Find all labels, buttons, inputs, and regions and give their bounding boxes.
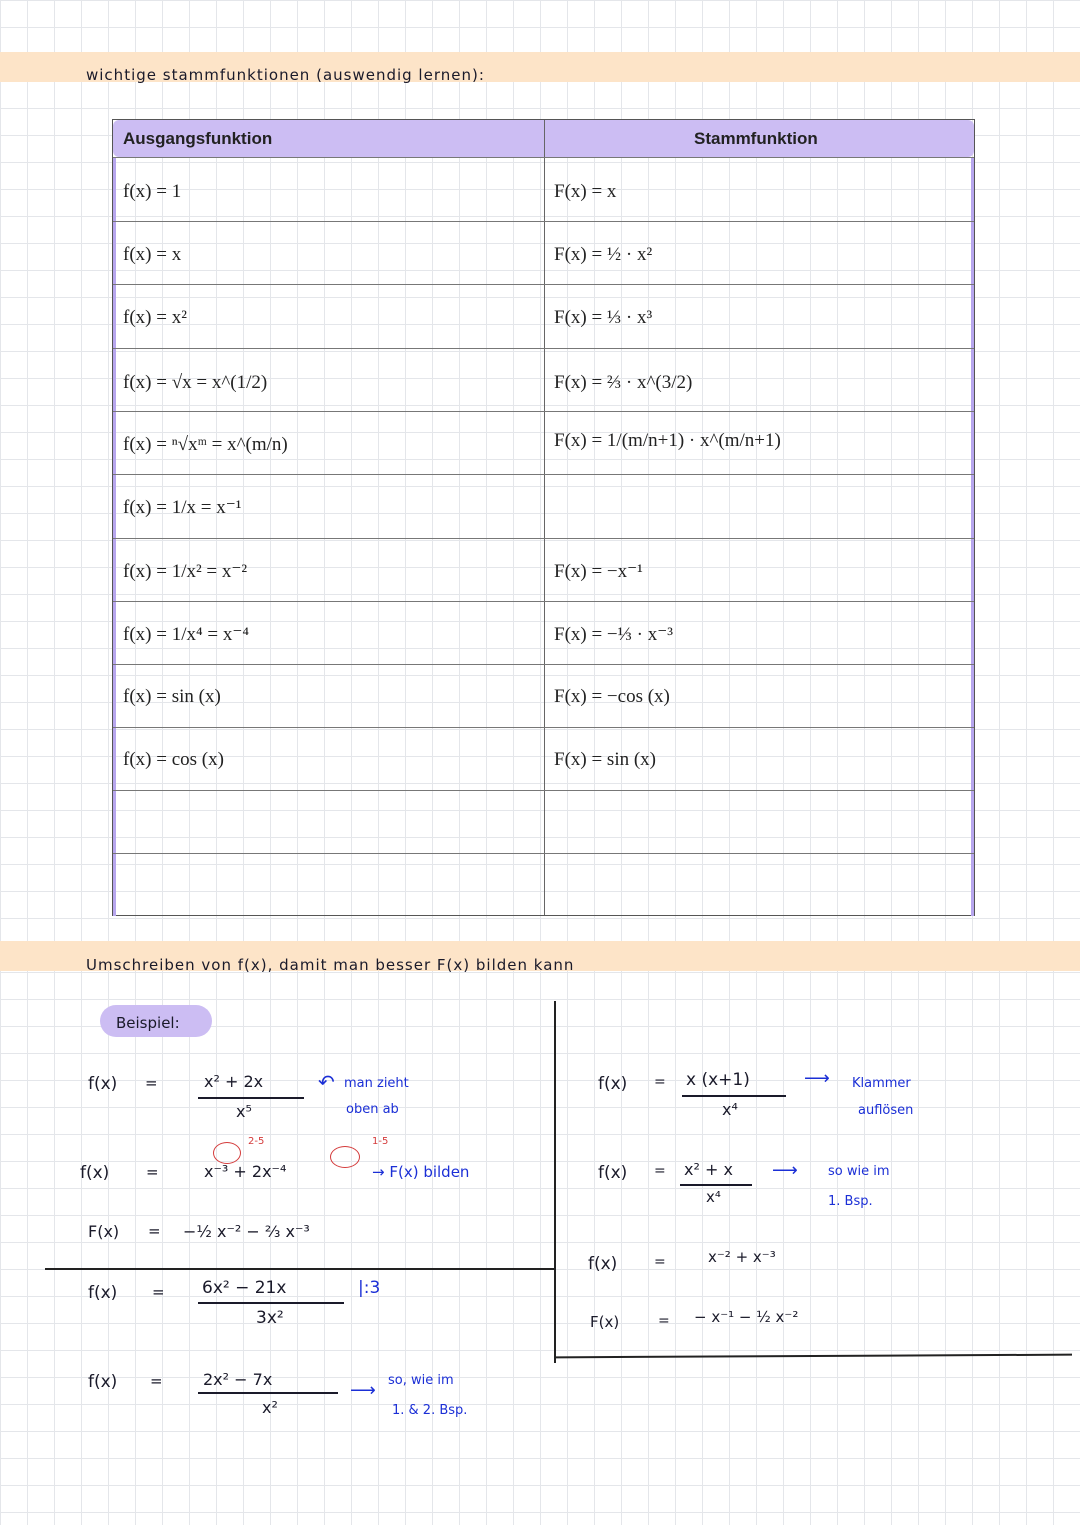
l4-lhs: f(x) — [88, 1283, 118, 1303]
section-heading-umschreiben: Umschreiben von f(x), damit man besser F(x) bilden kann — [86, 956, 575, 974]
l5-note-a: so, wie im — [388, 1373, 454, 1388]
table-cell-left: f(x) = cos (x) — [123, 749, 224, 770]
table-cell-left: f(x) = ⁿ√xᵐ = x^(m/n) — [123, 434, 288, 455]
table-cell-right: F(x) = −x⁻¹ — [554, 561, 643, 582]
row-divider — [113, 727, 974, 728]
l1-lhs: f(x) — [88, 1074, 118, 1094]
l1-denominator: x⁵ — [236, 1102, 252, 1121]
curved-arrow-icon: ↶ — [318, 1070, 335, 1094]
table-cell-right: F(x) = ½ · x² — [554, 244, 653, 265]
row-divider — [113, 538, 974, 539]
r3-lhs: f(x) — [588, 1254, 618, 1274]
exponent-note: 2-5 — [248, 1136, 265, 1147]
table-cell-right: F(x) = sin (x) — [554, 749, 657, 770]
equals-sign: = — [150, 1372, 163, 1390]
table-cell-left: f(x) = 1/x⁴ = x⁻⁴ — [123, 624, 249, 645]
r1-denominator: x⁴ — [722, 1100, 738, 1119]
fraction-bar — [680, 1184, 752, 1186]
l5-numerator: 2x² − 7x — [203, 1370, 273, 1389]
l3-lhs: F(x) — [88, 1222, 120, 1241]
table-cell-left: f(x) = sin (x) — [123, 686, 221, 707]
fraction-bar — [198, 1302, 344, 1304]
l2-expression: x⁻³ + 2x⁻⁴ — [204, 1162, 287, 1181]
row-divider — [113, 284, 974, 285]
table-cell-left: f(x) = 1/x² = x⁻² — [123, 561, 248, 582]
circled-exponent — [330, 1146, 360, 1168]
l5-denominator: x² — [262, 1398, 278, 1417]
l4-numerator: 6x² − 21x — [202, 1278, 287, 1298]
l2-arrow-note: → F(x) bilden — [372, 1163, 470, 1181]
l2-lhs: f(x) — [80, 1163, 110, 1183]
l1-numerator: x² + 2x — [204, 1072, 264, 1091]
arrow-right-icon: ⟶ — [772, 1160, 798, 1181]
row-divider — [113, 601, 974, 602]
column-header-ausgangsfunktion: Ausgangsfunktion — [123, 129, 273, 148]
l4-operation: |:3 — [358, 1278, 381, 1298]
circled-exponent — [213, 1142, 241, 1164]
arrow-right-icon: ⟶ — [350, 1380, 376, 1401]
r2-note-a: so wie im — [828, 1164, 890, 1179]
table-cell-right: F(x) = −⅓ · x⁻³ — [554, 624, 673, 645]
table-cell-left: f(x) = √x = x^(1/2) — [123, 372, 268, 393]
fraction-bar — [682, 1095, 786, 1097]
section-heading-stammfunktionen: wichtige stammfunktionen (auswendig lernen): — [86, 66, 485, 84]
table-cell-left: f(x) = 1/x = x⁻¹ — [123, 497, 242, 518]
example-badge-label: Beispiel: — [116, 1014, 180, 1032]
row-divider — [113, 221, 974, 222]
equals-sign: = — [654, 1163, 666, 1179]
row-divider — [113, 664, 974, 665]
table-cell-left: f(x) = x² — [123, 307, 187, 328]
r4-expression: − x⁻¹ − ½ x⁻² — [694, 1308, 799, 1326]
table-cell-right: F(x) = x — [554, 181, 617, 202]
r2-lhs: f(x) — [598, 1163, 628, 1183]
arrow-right-icon: ⟶ — [804, 1068, 830, 1089]
equals-sign: = — [152, 1283, 165, 1301]
table-cell-left: f(x) = 1 — [123, 181, 182, 202]
l5-lhs: f(x) — [88, 1372, 118, 1392]
horizontal-divider-right — [556, 1354, 1072, 1358]
table-cell-right: F(x) = −cos (x) — [554, 686, 670, 707]
vertical-divider — [554, 1001, 556, 1363]
column-divider — [544, 120, 545, 915]
row-divider — [113, 853, 974, 854]
exponent-note: 1-5 — [372, 1136, 389, 1147]
equals-sign: = — [654, 1254, 666, 1270]
row-divider — [113, 790, 974, 791]
equals-sign: = — [148, 1222, 161, 1240]
r3-expression: x⁻² + x⁻³ — [708, 1248, 776, 1266]
row-divider — [113, 157, 974, 158]
r1-lhs: f(x) — [598, 1074, 628, 1094]
table-left-edge — [113, 157, 116, 916]
table-cell-left: f(x) = x — [123, 244, 182, 265]
horizontal-divider-left — [45, 1268, 554, 1270]
r2-note-b: 1. Bsp. — [828, 1194, 873, 1209]
l3-expression: −½ x⁻² − ⅔ x⁻³ — [183, 1222, 310, 1241]
table-right-edge — [971, 157, 974, 916]
r2-numerator: x² + x — [684, 1160, 733, 1179]
table-cell-right: F(x) = ⅔ · x^(3/2) — [554, 372, 693, 393]
r1-note-b: auflösen — [858, 1103, 914, 1118]
l4-denominator: 3x² — [256, 1308, 284, 1328]
note-oben-ab: oben ab — [346, 1102, 399, 1117]
r1-numerator: x (x+1) — [686, 1070, 750, 1090]
fraction-bar — [198, 1097, 304, 1099]
column-header-stammfunktion: Stammfunktion — [694, 129, 818, 148]
equals-sign: = — [658, 1313, 670, 1329]
table-cell-right: F(x) = ⅓ · x³ — [554, 307, 653, 328]
table-cell-right: F(x) = 1/(m/n+1) · x^(m/n+1) — [554, 430, 781, 451]
row-divider — [113, 411, 974, 412]
equals-sign: = — [146, 1163, 159, 1181]
row-divider — [113, 474, 974, 475]
note-man-zieht: man zieht — [344, 1076, 409, 1091]
row-divider — [113, 348, 974, 349]
r2-denominator: x⁴ — [706, 1188, 721, 1206]
equals-sign: = — [654, 1074, 666, 1090]
l5-note-b: 1. & 2. Bsp. — [392, 1403, 468, 1418]
fraction-bar — [198, 1392, 338, 1394]
r4-lhs: F(x) — [590, 1313, 620, 1331]
stammfunktion-table — [112, 119, 975, 916]
r1-note-a: Klammer — [852, 1076, 911, 1091]
equals-sign: = — [145, 1074, 158, 1092]
